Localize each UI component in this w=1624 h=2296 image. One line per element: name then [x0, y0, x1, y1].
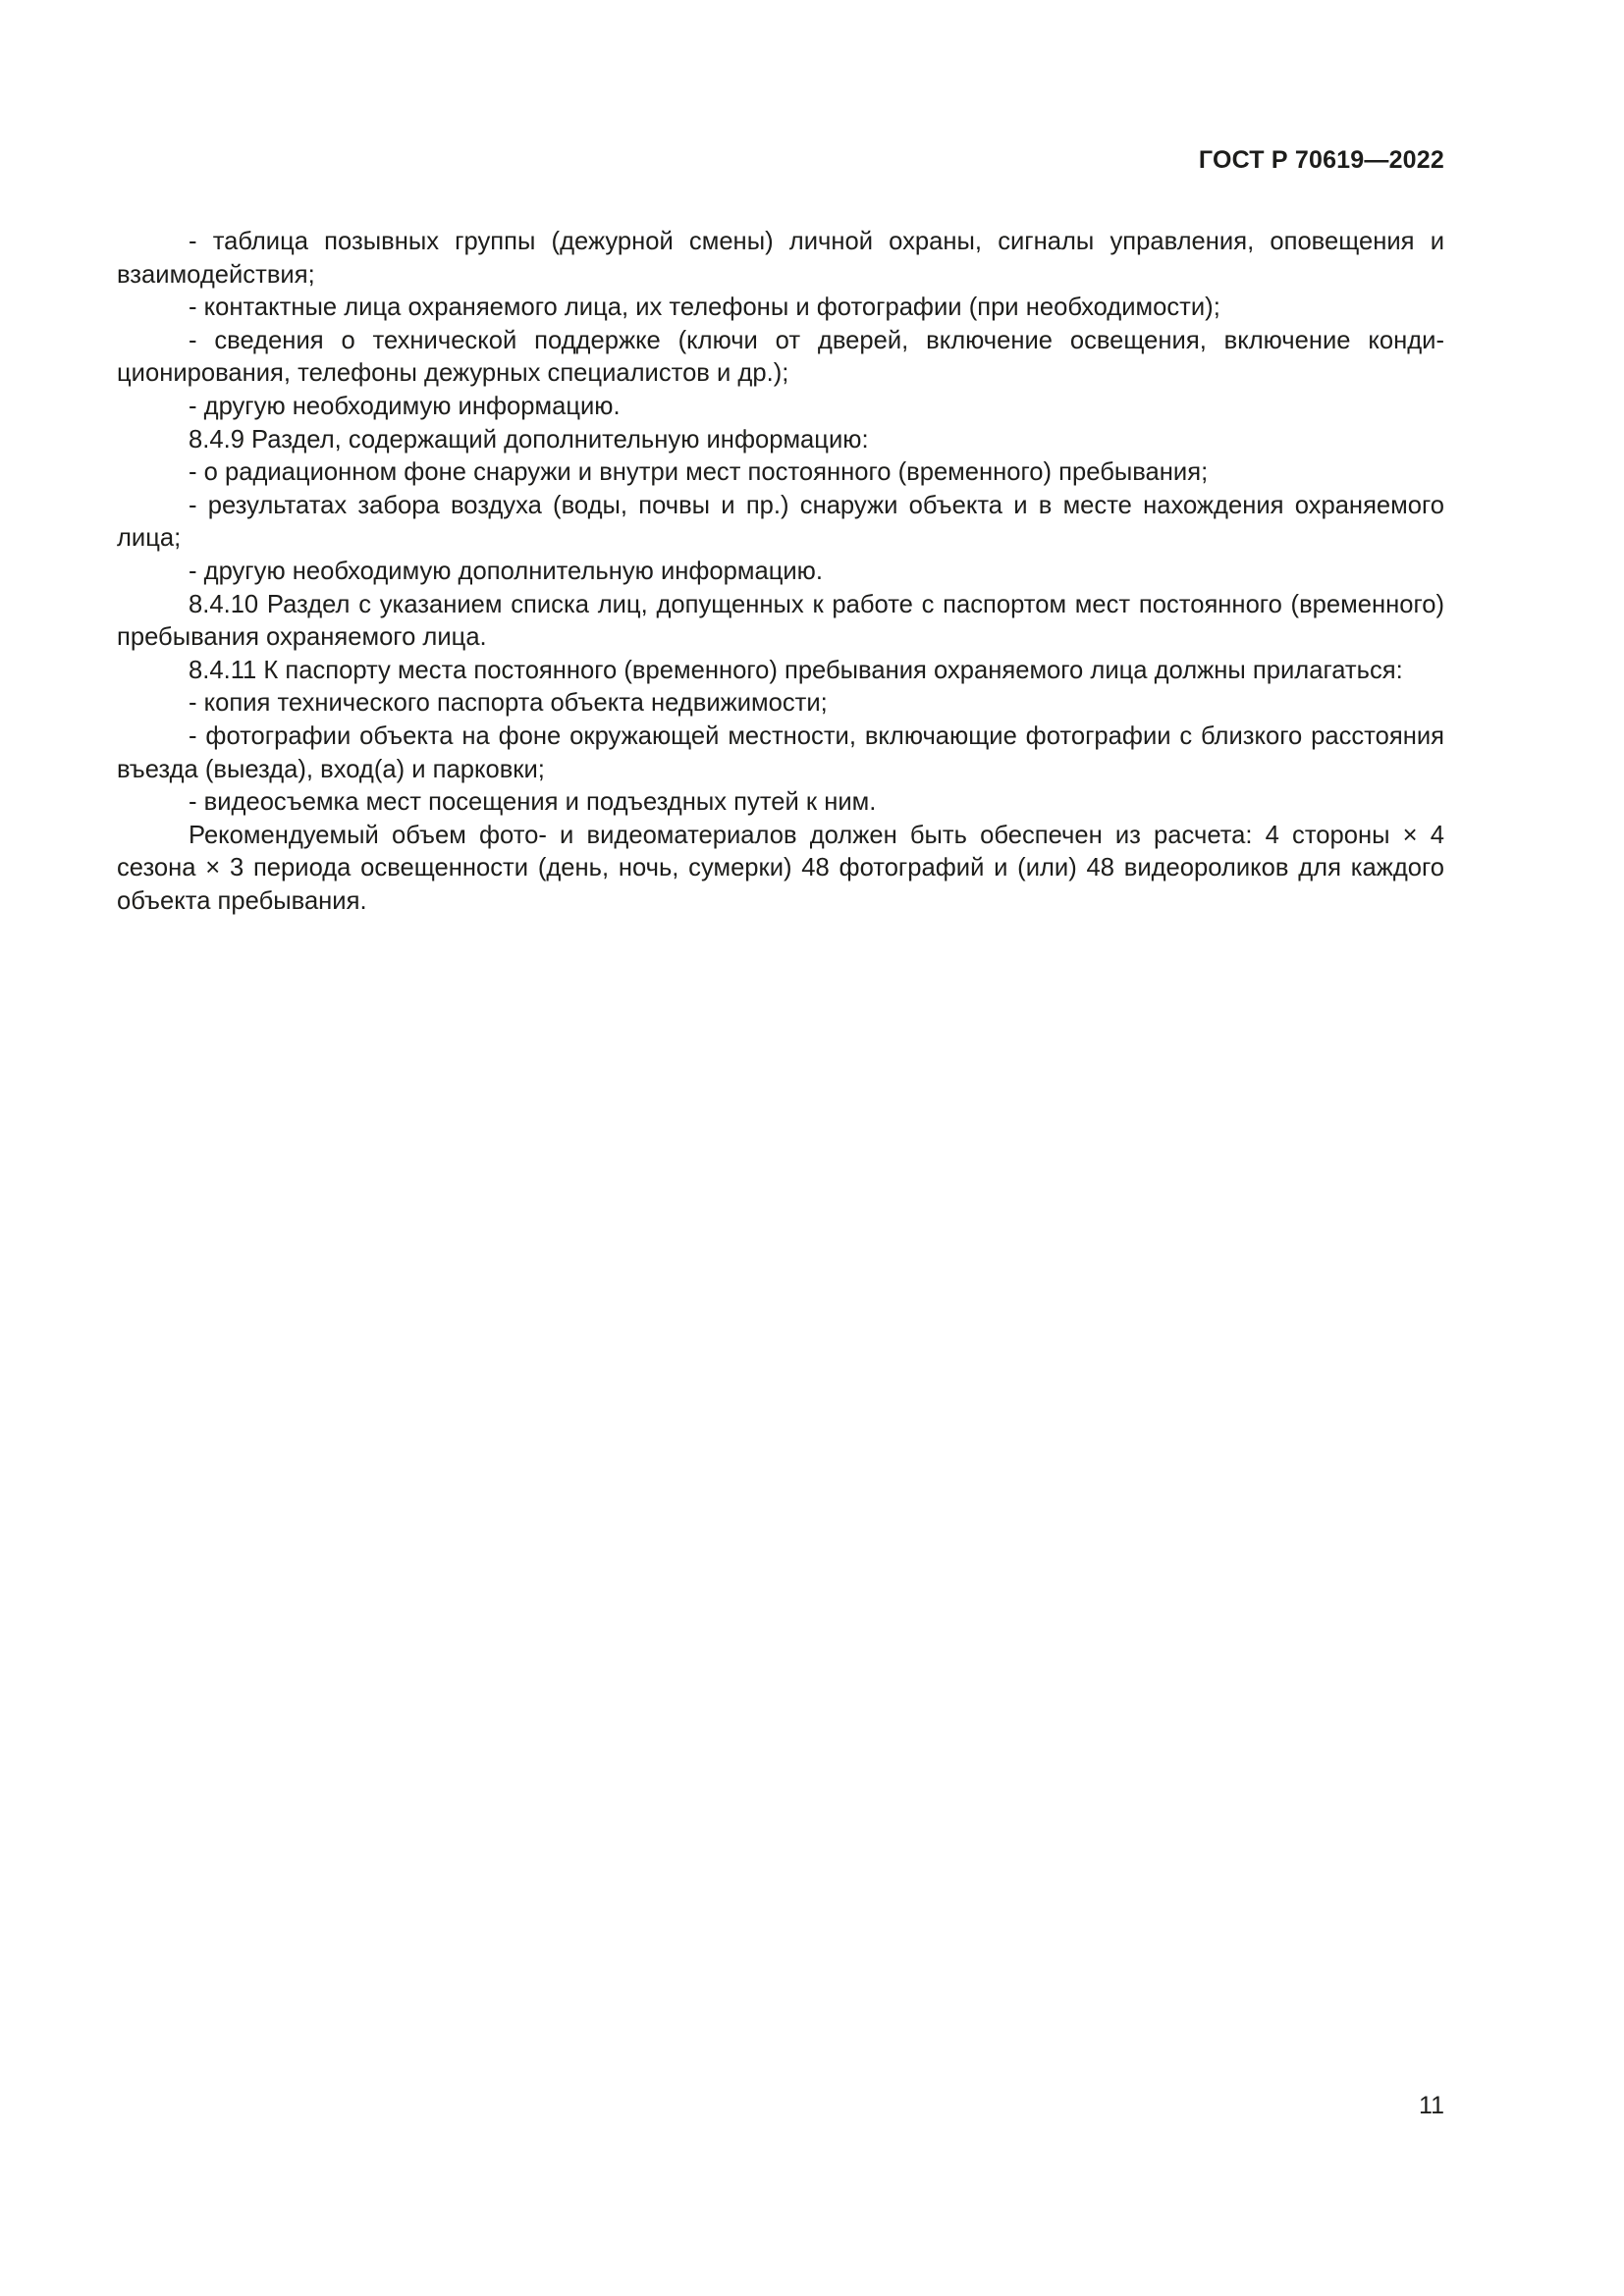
document-body [117, 226, 1444, 918]
recommended-media-volume: Рекомендуемый объем фото- и видеоматериалов должен быть обеспечен из расчета: 4 стороны × 4 сезона × 3 периода освещенности (день, ночь, сумерки) 48 фотографий и (или) 48 видеороликов для каждого объекта пребывания. [117, 821, 1444, 915]
list-item-technical-support: - сведения о технической поддержке (ключи от дверей, включение освещения, включение кондиционирования, телефоны дежурных специалистов и др.); [117, 326, 1444, 388]
section-8-4-10: 8.4.10 Раздел с указанием списка лиц, допущенных к работе с паспортом мест постоянного (временного) пребывания охраняемого лица. [117, 590, 1444, 652]
document-standard-id: ГОСТ Р 70619—2022 [1198, 146, 1444, 174]
section-8-4-9: 8.4.9 Раздел, содержащий дополнительную информацию: [189, 425, 869, 454]
page-number: 11 [1419, 2092, 1444, 2119]
list-item-technical-passport-copy: - копия технического паспорта объекта недвижимости; [189, 689, 828, 718]
list-item-contact-persons: - контактные лица охраняемого лица, их телефоны и фотографии (при необходимости); [189, 294, 1220, 322]
list-item-air-sampling: - результатах забора воздуха (воды, почвы и пр.) снаружи объекта и в месте нахождения охраняемого лица; [117, 491, 1444, 553]
list-item-video-recording: - видеосъемка мест посещения и подъездных путей к ним. [189, 788, 877, 817]
list-item-other-info: - другую необходимую информацию. [189, 392, 621, 420]
list-item-other-additional-info: - другую необходимую дополнительную информацию. [189, 557, 823, 585]
list-item-radiation-background: - о радиационном фоне снаружи и внутри мест постоянного (временного) пребывания; [189, 458, 1209, 487]
list-item-object-photos: - фотографии объекта на фоне окружающей местности, включающие фотографии с близкого расстояния въезда (выезда), вход(а) и парковки; [117, 721, 1444, 783]
section-8-4-11: 8.4.11 К паспорту места постоянного (временного) пребывания охраняемого лица должны прилагаться: [189, 656, 1403, 684]
list-item-callsign-table: - таблица позывных группы (дежурной смены) личной охраны, сигналы управления, оповещения и взаимодействия; [117, 228, 1444, 289]
